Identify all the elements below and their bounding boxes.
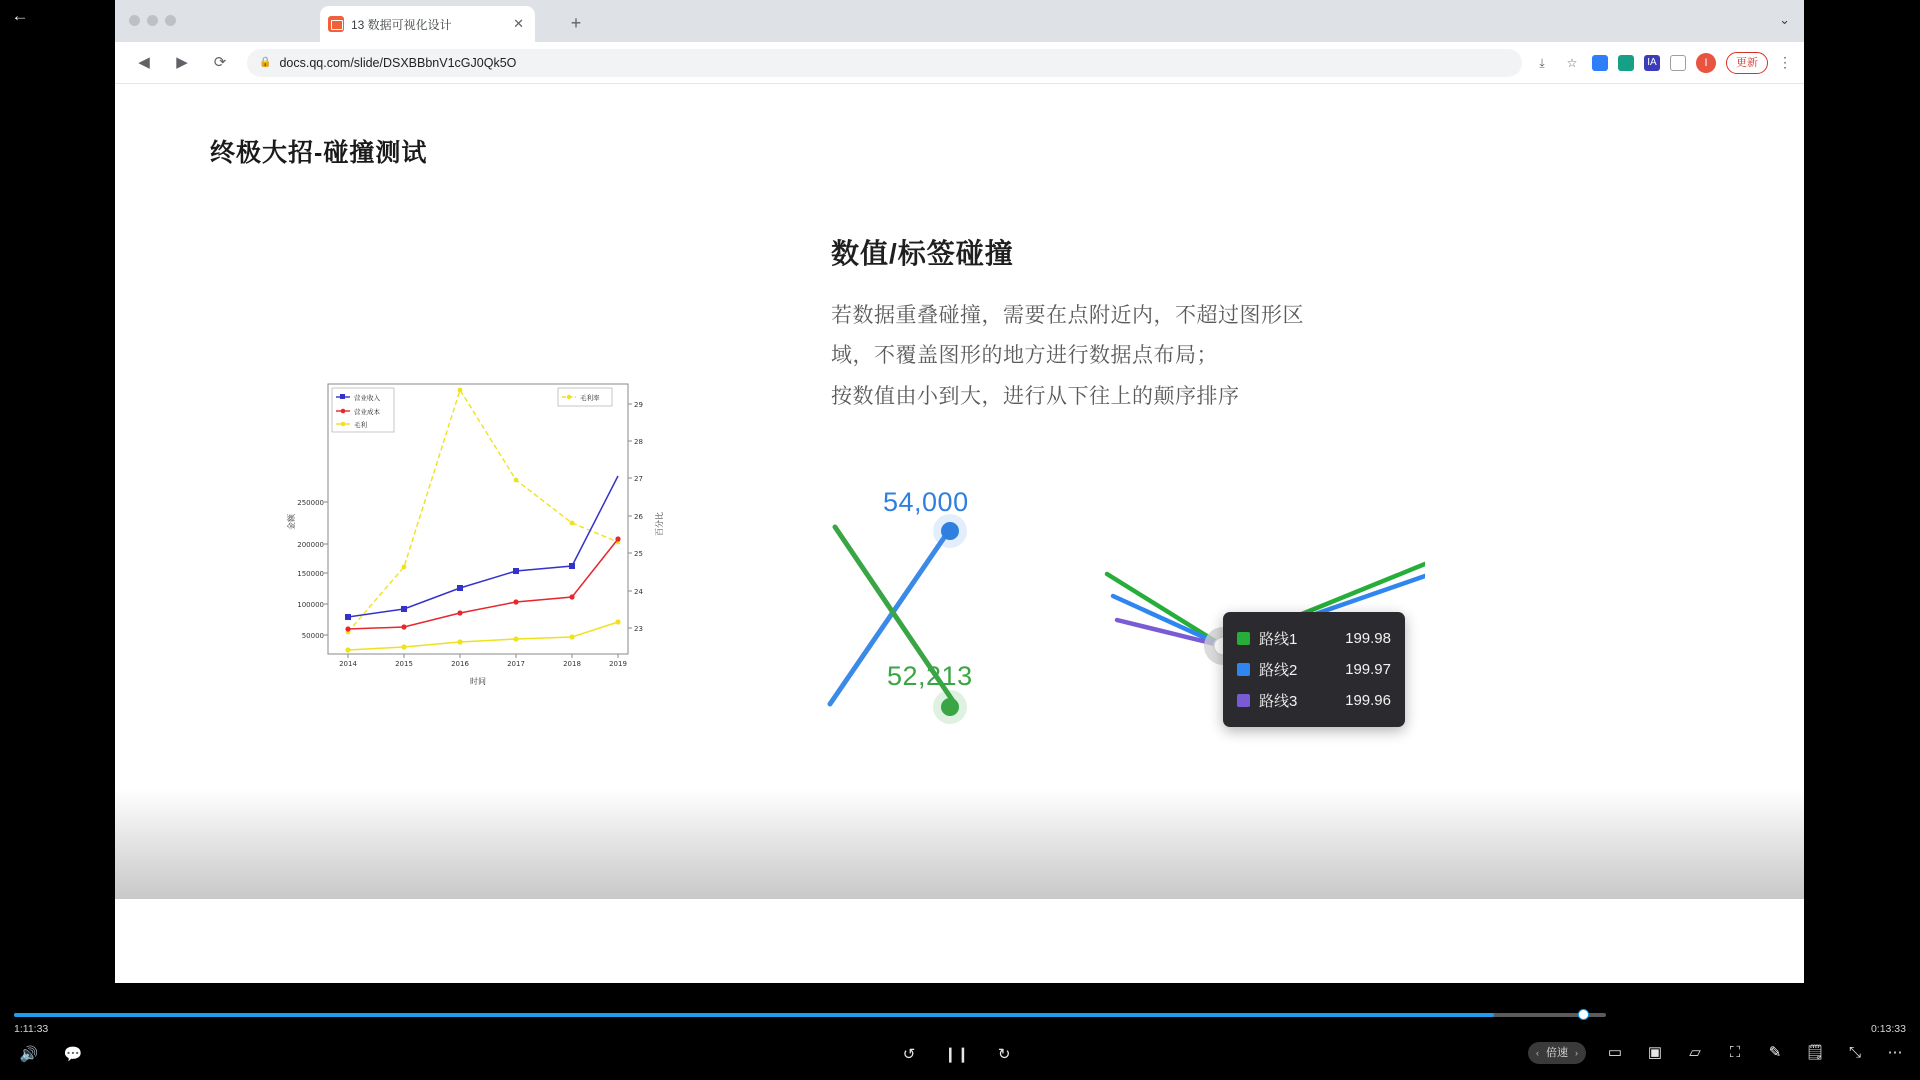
toolbar-icon-group [1532,52,1804,74]
slides-favicon [328,16,344,32]
svg-text:25: 25 [634,550,643,558]
slide-bottom-gradient [115,789,1804,899]
svg-text:2018: 2018 [563,660,581,668]
page-title: 终极大招-碰撞测试 [210,139,428,167]
legend-swatch-green [1237,632,1250,645]
time-total: 0:13:33 [1870,1023,1906,1035]
annotate-icon[interactable]: ✎ [1768,1044,1782,1061]
update-button[interactable]: 更新 [1726,52,1768,74]
address-bar-url: docs.qq.com/slide/DSXBBbnV1cGJ0Qk5O [279,55,517,70]
minimize-window-button[interactable] [147,15,158,26]
browser-toolbar [115,42,1804,84]
speaker-icon[interactable]: 🔊 [19,1046,39,1063]
next-icon[interactable]: › [1575,1047,1578,1058]
svg-text:28: 28 [634,438,643,446]
speed-label: 倍速 [1546,1046,1568,1059]
tooltip-row-value: 199.97 [1345,661,1391,678]
time-elapsed: 1:11:33 [14,1023,49,1035]
screen-share-icon[interactable]: ▱ [1689,1044,1701,1061]
lock-icon: 🔒 [259,57,272,68]
browser-tab[interactable] [320,6,535,42]
line-chart [270,364,670,769]
svg-text:百分比: 百分比 [655,512,664,536]
legend-swatch-blue [1237,663,1250,676]
window-traffic-lights[interactable] [129,15,176,26]
svg-text:金额: 金额 [287,514,296,530]
browser-window [115,0,1804,983]
svg-text:100000: 100000 [297,601,324,609]
fullscreen-icon[interactable]: ⛶ [1729,1044,1741,1061]
tooltip-row [1237,654,1391,685]
collision-demo-labels [815,469,1065,789]
svg-text:50000: 50000 [301,632,324,640]
chart-legend-left [332,388,394,432]
value-label-blue: 54,000 [883,487,969,517]
svg-text:27: 27 [634,475,643,483]
svg-text:250000: 250000 [297,499,324,507]
tooltip-row [1237,623,1391,654]
svg-text:营业收入: 营业收入 [354,394,380,402]
tooltip-row-name: 路线3 [1259,693,1298,710]
address-bar[interactable] [247,49,1522,77]
progress-handle[interactable] [1578,1009,1589,1020]
svg-text:2017: 2017 [507,660,525,668]
picture-in-picture-icon[interactable]: ▭ [1607,1044,1623,1061]
chart-legend-right [558,388,612,406]
tooltip-row-value: 199.96 [1345,692,1391,709]
progress-played [14,1013,1494,1017]
player-left-controls [18,1044,84,1066]
svg-text:2019: 2019 [609,660,627,668]
exit-fullscreen-icon[interactable]: ⤡ [1848,1044,1861,1061]
section-heading: 数值/标签碰撞 [831,238,1014,269]
legend-swatch-purple [1237,694,1250,707]
new-tab-button[interactable]: + [570,13,582,33]
player-center-controls [898,1044,1015,1066]
back-icon[interactable]: ◀ [138,53,150,71]
notes-icon[interactable]: 🗒 [1805,1044,1825,1061]
forward-icon[interactable]: ▶ [176,53,188,71]
svg-text:23: 23 [634,625,643,633]
svg-text:29: 29 [634,401,643,409]
svg-text:2014: 2014 [339,660,357,668]
svg-text:时间: 时间 [470,677,486,686]
progress-bar[interactable] [14,1013,1606,1017]
download-extension-icon[interactable] [1592,55,1608,71]
panel-icon[interactable] [1670,55,1686,71]
slide-canvas [115,84,1804,899]
tooltip-row-name: 路线2 [1259,662,1298,679]
body-line-3: 按数值由小到大，进行从下往上的颠序排序 [831,384,1240,408]
forward-10-icon[interactable]: ↻ [997,1046,1011,1063]
chevron-down-icon[interactable]: ⌄ [1779,12,1790,27]
pause-icon[interactable]: ❙❙ [944,1046,970,1063]
layout-icon[interactable]: ▣ [1647,1044,1663,1061]
player-progress-area[interactable] [0,1003,1920,1033]
bookmark-star-icon[interactable]: ☆ [1566,55,1578,70]
browser-tab-strip [115,0,1804,42]
tab-title: 13 数据可视化设计 [351,17,452,32]
prev-icon[interactable]: ‹ [1536,1047,1539,1058]
svg-text:2015: 2015 [395,660,413,668]
section-body [831,296,1541,417]
svg-text:营业成本: 营业成本 [354,408,380,416]
svg-text:26: 26 [634,513,643,521]
svg-text:毛利率: 毛利率 [580,394,600,402]
playback-speed-selector[interactable] [1528,1042,1586,1064]
body-line-2: 域，不覆盖图形的地方进行数据点布局； [831,344,1218,368]
tooltip-row [1237,685,1391,716]
close-window-button[interactable] [129,15,140,26]
svg-text:150000: 150000 [297,570,324,578]
ia-extension-icon[interactable]: IA [1644,55,1660,71]
player-back-icon[interactable]: ← [11,6,29,25]
svg-text:24: 24 [634,588,643,596]
svg-text:毛利: 毛利 [354,421,367,429]
more-options-icon[interactable]: ⋯ [1887,1044,1903,1061]
tooltip [1223,612,1405,727]
reload-icon[interactable]: ⟳ [213,53,227,71]
close-icon[interactable]: ✕ [513,16,524,31]
avatar[interactable]: I [1696,53,1716,73]
player-control-bar [0,1034,1920,1080]
more-vertical-icon[interactable]: ⋮ [1778,54,1792,70]
grammar-extension-icon[interactable] [1618,55,1634,71]
player-right-controls [1528,1042,1906,1064]
body-line-1: 若数据重叠碰撞，需要在点附近内，不超过图形区 [831,304,1304,327]
share-icon[interactable]: ⤓ [1539,55,1545,70]
maximize-window-button[interactable] [165,15,176,26]
collision-demo-tooltip [1095,554,1425,754]
tooltip-row-value: 199.98 [1345,630,1391,647]
comment-icon[interactable]: 💬 [63,1046,83,1063]
rewind-10-icon[interactable]: ↺ [902,1046,916,1063]
svg-text:2016: 2016 [451,660,469,668]
tooltip-row-name: 路线1 [1259,631,1298,648]
value-label-green: 52,213 [887,661,973,691]
chart-svg [270,364,670,769]
svg-text:200000: 200000 [297,541,324,549]
